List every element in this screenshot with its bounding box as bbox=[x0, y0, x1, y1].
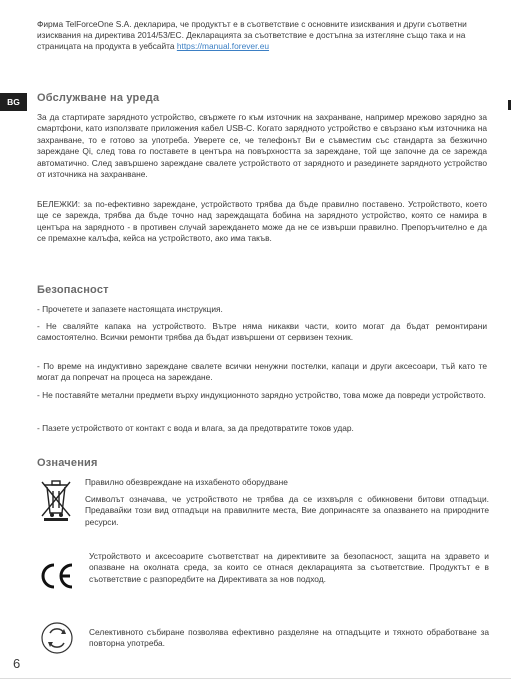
manual-link[interactable]: https://manual.forever.eu bbox=[176, 41, 270, 52]
weee-heading: Правилно обезвреждане на изхабеното оборудване bbox=[85, 477, 288, 487]
weee-description: Символът означава, че устройството не трябва да се изхвърля с обикновени битови отпадъци. Предавайки този вид отпадъци на правилните места, Вие допринасяте за опазването на природните ресурси. bbox=[85, 494, 489, 527]
intro-paragraph bbox=[37, 19, 477, 53]
recycle-description: Селективното събиране позволява ефективно разделяне на отпадъците и тяхното обработване за повторна употреба. bbox=[89, 627, 489, 649]
safety-item: - Прочетете и запазете настоящата инструкция. bbox=[37, 304, 223, 314]
ce-description: Устройството и аксесоарите съответстват на директивите за безопасност, защита на здравето и опазване на околната среда, за които се отнася декларацията за съответствие. Продуктът е в съответствие с разпоредбите на Директивата за нов подход. bbox=[89, 551, 489, 584]
ce-mark-icon bbox=[39, 562, 75, 590]
safety-item: - Не поставяйте метални предмети върху индукционното зарядно устройство, това може да повреди устройството. bbox=[37, 390, 486, 400]
maintenance-paragraph: За да стартирате зарядното устройство, свържете го към източник на захранване, например мрежово зарядно за смартфони, като използвате приложения кабел USB-C. Когато зарядното устройство е свързано към източника на захранване, то е готово за употреба. Уверете се, че телефонът Ви е съвместим със стандарта за безжично зареждане Qi, след това го поставете в центъра на повърхността за зареждане, той ще започне да се зарежда автоматично. След завършено зареждане свалете устройството от зарядното и разединете зарядното устройство от източника на захранване. bbox=[37, 112, 487, 180]
page-number: 6 bbox=[13, 656, 21, 671]
safety-heading: Безопасност bbox=[37, 284, 109, 296]
markings-heading: Означения bbox=[37, 457, 98, 469]
safety-item: - По време на индуктивно зареждане свалете всички ненужни постелки, капаци и други аксесоари, тъй като те могат да попречат на процеса на зареждане. bbox=[37, 361, 487, 383]
language-tab: BG bbox=[0, 93, 27, 111]
recycle-icon bbox=[40, 621, 74, 655]
safety-item: - Пазете устройството от контакт с вода и влага, за да предотвратите токов удар. bbox=[37, 423, 354, 433]
maintenance-notes: БЕЛЕЖКИ: за по-ефективно зареждане, устройството трябва да бъде правилно поставено. Устройството, което ще се зарежда, трябва да бъде точно над зареждащата бобина на зарядното устройство, която се намира в центъра на зарядното - в противен случай зареждането може да не се извърши правилно. Препоръчително е да се премахне калъфа, кейса на устройството, ако има такъв. bbox=[37, 199, 487, 244]
maintenance-heading: Обслужване на уреда bbox=[37, 92, 160, 104]
safety-item: - Не сваляйте капака на устройството. Вътре няма никакви части, които могат да бъдат ремонтирани самостоятелно. Всички ремонти трябва да бъдат извършени от сервизен техник. bbox=[37, 321, 487, 343]
footer-divider bbox=[0, 678, 511, 679]
weee-bin-icon bbox=[39, 477, 73, 521]
intro-text: Фирма TelForceOne S.A. декларира, че продуктът е в съответствие с основните изисквания и други съответни изисквания на директива 2014/53/EC. Декларацията за съответствие е достъпна за изтегляне също така и на страницата на продукта в уебсайта bbox=[37, 19, 467, 52]
